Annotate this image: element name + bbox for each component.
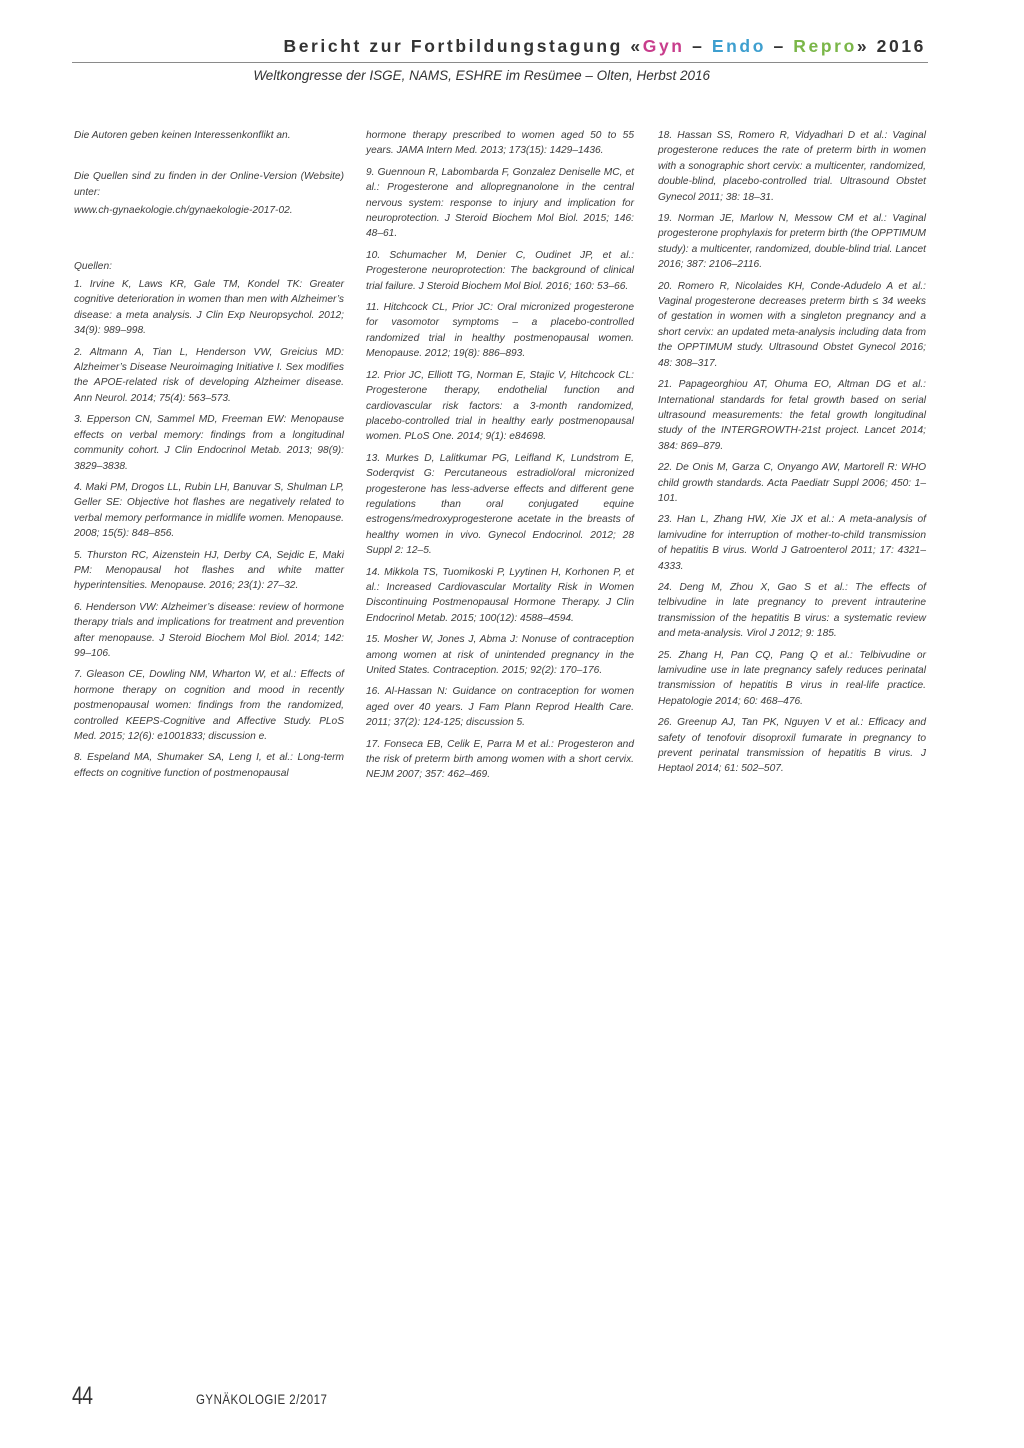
reference-item: 7. Gleason CE, Dowling NM, Wharton W, et al.: Effects of hormone therapy on cognition and mood in recently postmenopausal women: findings from the randomized, controlled KEEPS-Cognitive and Affective Study. PLoS Med. 2015; 12(6): e1001833; discussion e.	[74, 669, 344, 742]
header-title	[72, 34, 928, 58]
reference-item: 18. Hassan SS, Romero R, Vidyadhari D et al.: Vaginal progesterone reduces the rate of preterm birth in women with a sonographic short cervix: a multicenter, randomized, double-blind, placebo-controlled trial. Ultrasound Obstet Gynecol 2011; 38: 18–31.	[658, 130, 926, 203]
page-header	[72, 34, 928, 83]
sources-heading: Quellen:	[74, 260, 112, 272]
column-2	[366, 128, 634, 789]
page-footer	[72, 1382, 472, 1422]
header-subtitle: Weltkongresse der ISGE, NAMS, ESHRE im Resümee – Olten, Herbst 2016	[253, 68, 710, 83]
reference-item: 2. Altmann A, Tian L, Henderson VW, Greicius MD: Alzheimer’s Disease Neuroimaging Initiative I. Sex modifies the APOE-related risk of developing Alzheimer disease. Ann Neurol. 2014; 75(4): 563–573.	[74, 346, 344, 404]
journal-name: GYNÄKOLOGIE 2/2017	[196, 1391, 328, 1407]
reference-item: 1. Irvine K, Laws KR, Gale TM, Kondel TK: Greater cognitive deterioration in women than men with Alzheimer’s disease: a meta analysis. J Clin Exp Neuropsychol. 2012; 34(9): 989–998.	[74, 279, 344, 337]
column-1	[74, 128, 344, 787]
reference-item: 16. Al-Hassan N: Guidance on contraception for women aged over 40 years. J Fam Plann Reprod Health Care. 2011; 37(2): 124-125; discussion 5.	[366, 686, 634, 729]
reference-item: 26. Greenup AJ, Tan PK, Nguyen V et al.: Efficacy and safety of tenofovir disoproxil fumarate in pregnancy to prevent perinatal transmission of hepatitis B virus. J Heptaol 2014; 61: 502–507.	[658, 717, 926, 775]
reference-item: 3. Epperson CN, Sammel MD, Freeman EW: Menopause effects on verbal memory: findings from a longitudinal community cohort. J Clin Endocrinol Metab. 2013; 98(9): 3829–3838.	[74, 414, 344, 472]
reference-item: 13. Murkes D, Lalitkumar PG, Leifland K, Lundstrom E, Soderqvist G: Percutaneous estradiol/oral micronized progesterone has less-adverse effects and different gene regulations than oral conjugated equine estrogens/medroxyprogesterone acetate in the breasts of healthy women in vivo. Gynecol Endocrinol. 2012; 28 Suppl 2: 12–5.	[366, 452, 634, 557]
reference-item: 19. Norman JE, Marlow N, Messow CM et al.: Vaginal progesterone prophylaxis for preterm birth (the OPPTIMUM study): a multicenter, randomized, double-blind trial. Lancet 2016; 387: 2106–2116.	[658, 213, 926, 271]
reference-item: 6. Henderson VW: Alzheimer’s disease: review of hormone therapy trials and implications for treatment and prevention after menopause. J Steroid Biochem Mol Biol. 2014; 142: 99–106.	[74, 601, 344, 659]
reference-item: 15. Mosher W, Jones J, Abma J: Nonuse of contraception among women at risk of unintended pregnancy in the United States. Contraception. 2015; 92(2): 170–176.	[366, 634, 634, 676]
header-title-dash-1: –	[684, 36, 712, 56]
reference-item: 14. Mikkola TS, Tuomikoski P, Lyytinen H, Korhonen P, et al.: Increased Cardiovascular Mortality Risk in Women Discontinuing Postmenopausal Hormone Therapy. J Clin Endocrinol Metab. 2015; 100(12): 4588–4594.	[366, 566, 634, 624]
reference-item: hormone therapy prescribed to women aged 50 to 55 years. JAMA Intern Med. 2013; 173(15): 1429–1436.	[366, 130, 634, 157]
reference-item: 12. Prior JC, Elliott TG, Norman E, Stajic V, Hitchcock CL: Progesterone therapy, endothelial function and cardiovascular risk factors: a 3-month randomized, placebo-controlled trial in healthy early postmenopausal women. PLoS One. 2014; 9(1): e84698.	[366, 369, 634, 443]
header-title-repro: Repro	[793, 36, 857, 56]
column-3	[658, 128, 926, 783]
header-title-prefix: Bericht zur Fortbildungstagung «	[283, 36, 643, 56]
reference-item: 25. Zhang H, Pan CQ, Pang Q et al.: Telbivudine or lamivudine use in late pregnancy safely reduces perinatal transmission of hepatitis B virus in real-life practice. Hepatologie 2014; 60: 468–476.	[658, 649, 926, 707]
reference-item: 22. De Onis M, Garza C, Onyango AW, Martorell R: WHO child growth standards. Acta Paediatr Suppl 2006; 450: 1–101.	[658, 462, 926, 504]
header-divider	[72, 62, 928, 63]
sources-note: Die Quellen sind zu finden in der Online-Version (Website) unter:	[74, 171, 344, 198]
reference-item: 24. Deng M, Zhou X, Gao S et al.: The effects of telbivudine in late pregnancy to prevent intrauterine transmission of the hepatitis B virus: a systematic review and meta-analysis. Virol J 2012; 9: 185.	[658, 581, 926, 640]
header-title-suffix: » 2016	[856, 36, 926, 56]
header-title-endo: Endo	[711, 36, 767, 56]
reference-item: 21. Papageorghiou AT, Ohuma EO, Altman DG et al.: International standards for fetal growth based on serial ultrasound measurements: the fetal growth longitudinal study of the INTERGROWTH-21st project. Lancet 2014; 384: 869–879.	[658, 379, 926, 452]
reference-list-col3	[658, 128, 926, 777]
header-title-dash-2: –	[766, 36, 794, 56]
reference-item: 10. Schumacher M, Denier C, Oudinet JP, et al.: Progesterone neuroprotection: The background of clinical trial failure. J Steroid Biochem Mol Biol. 2016; 160: 53–66.	[366, 249, 634, 292]
reference-item: 17. Fonseca EB, Celik E, Parra M et al.: Progesteron and the risk of preterm birth among women with a short cervix. NEJM 2007; 357: 462–469.	[366, 738, 634, 781]
reference-item: 4. Maki PM, Drogos LL, Rubin LH, Banuvar S, Shulman LP, Geller SE: Objective hot flashes are negatively related to verbal memory performance in midlife women. Menopause. 2008; 15(5): 848–856.	[74, 481, 344, 540]
reference-item: 20. Romero R, Nicolaides KH, Conde-Adudelo A et al.: Vaginal progesterone decreases preterm birth ≤ 34 weeks of gestation in women with a singleton pregnancy and a short cervix: an updated meta-analysis including data from the OPPTIMUM study. Ultrasound Obstet Gynecol 2016; 48: 308–317.	[658, 280, 926, 369]
reference-list-col2	[366, 128, 634, 783]
spacer	[74, 149, 344, 169]
page-number: 44	[72, 1382, 93, 1410]
reference-item: 11. Hitchcock CL, Prior JC: Oral micronized progesterone for vasomotor symptoms – a placebo-controlled randomized trial in healthy postmenopausal women. Menopause. 2012; 19(8): 886–893.	[366, 302, 634, 360]
reference-item: 9. Guennoun R, Labombarda F, Gonzalez Deniselle MC, et al.: Progesterone and allopregnanolone in the central nervous system: response to injury and implication for neuroprotection. J Steroid Biochem Mol Biol. 2015; 146: 48–61.	[366, 166, 634, 240]
sources-url[interactable]: www.ch-gynaekologie.ch/gynaekologie-2017-02.	[74, 205, 293, 217]
spacer	[74, 225, 344, 259]
reference-item: 5. Thurston RC, Aizenstein HJ, Derby CA, Sejdic E, Maki PM: Menopausal hot flashes and white matter hyperintensities. Menopause. 2016; 23(1): 27–32.	[74, 549, 344, 592]
reference-list-col1	[74, 277, 344, 781]
header-title-gyn: Gyn	[642, 36, 685, 56]
reference-item: 8. Espeland MA, Shumaker SA, Leng I, et al.: Long-term effects on cognitive function of postmenopausal	[74, 752, 344, 779]
conflict-statement: Die Autoren geben keinen Interessenkonflikt an.	[74, 130, 291, 141]
reference-item: 23. Han L, Zhang HW, Xie JX et al.: A meta-analysis of lamivudine for interruption of mother-to-child transmission of hepatitis B virus. World J Gatroenterol 2011; 17: 4321–4333.	[658, 514, 926, 572]
